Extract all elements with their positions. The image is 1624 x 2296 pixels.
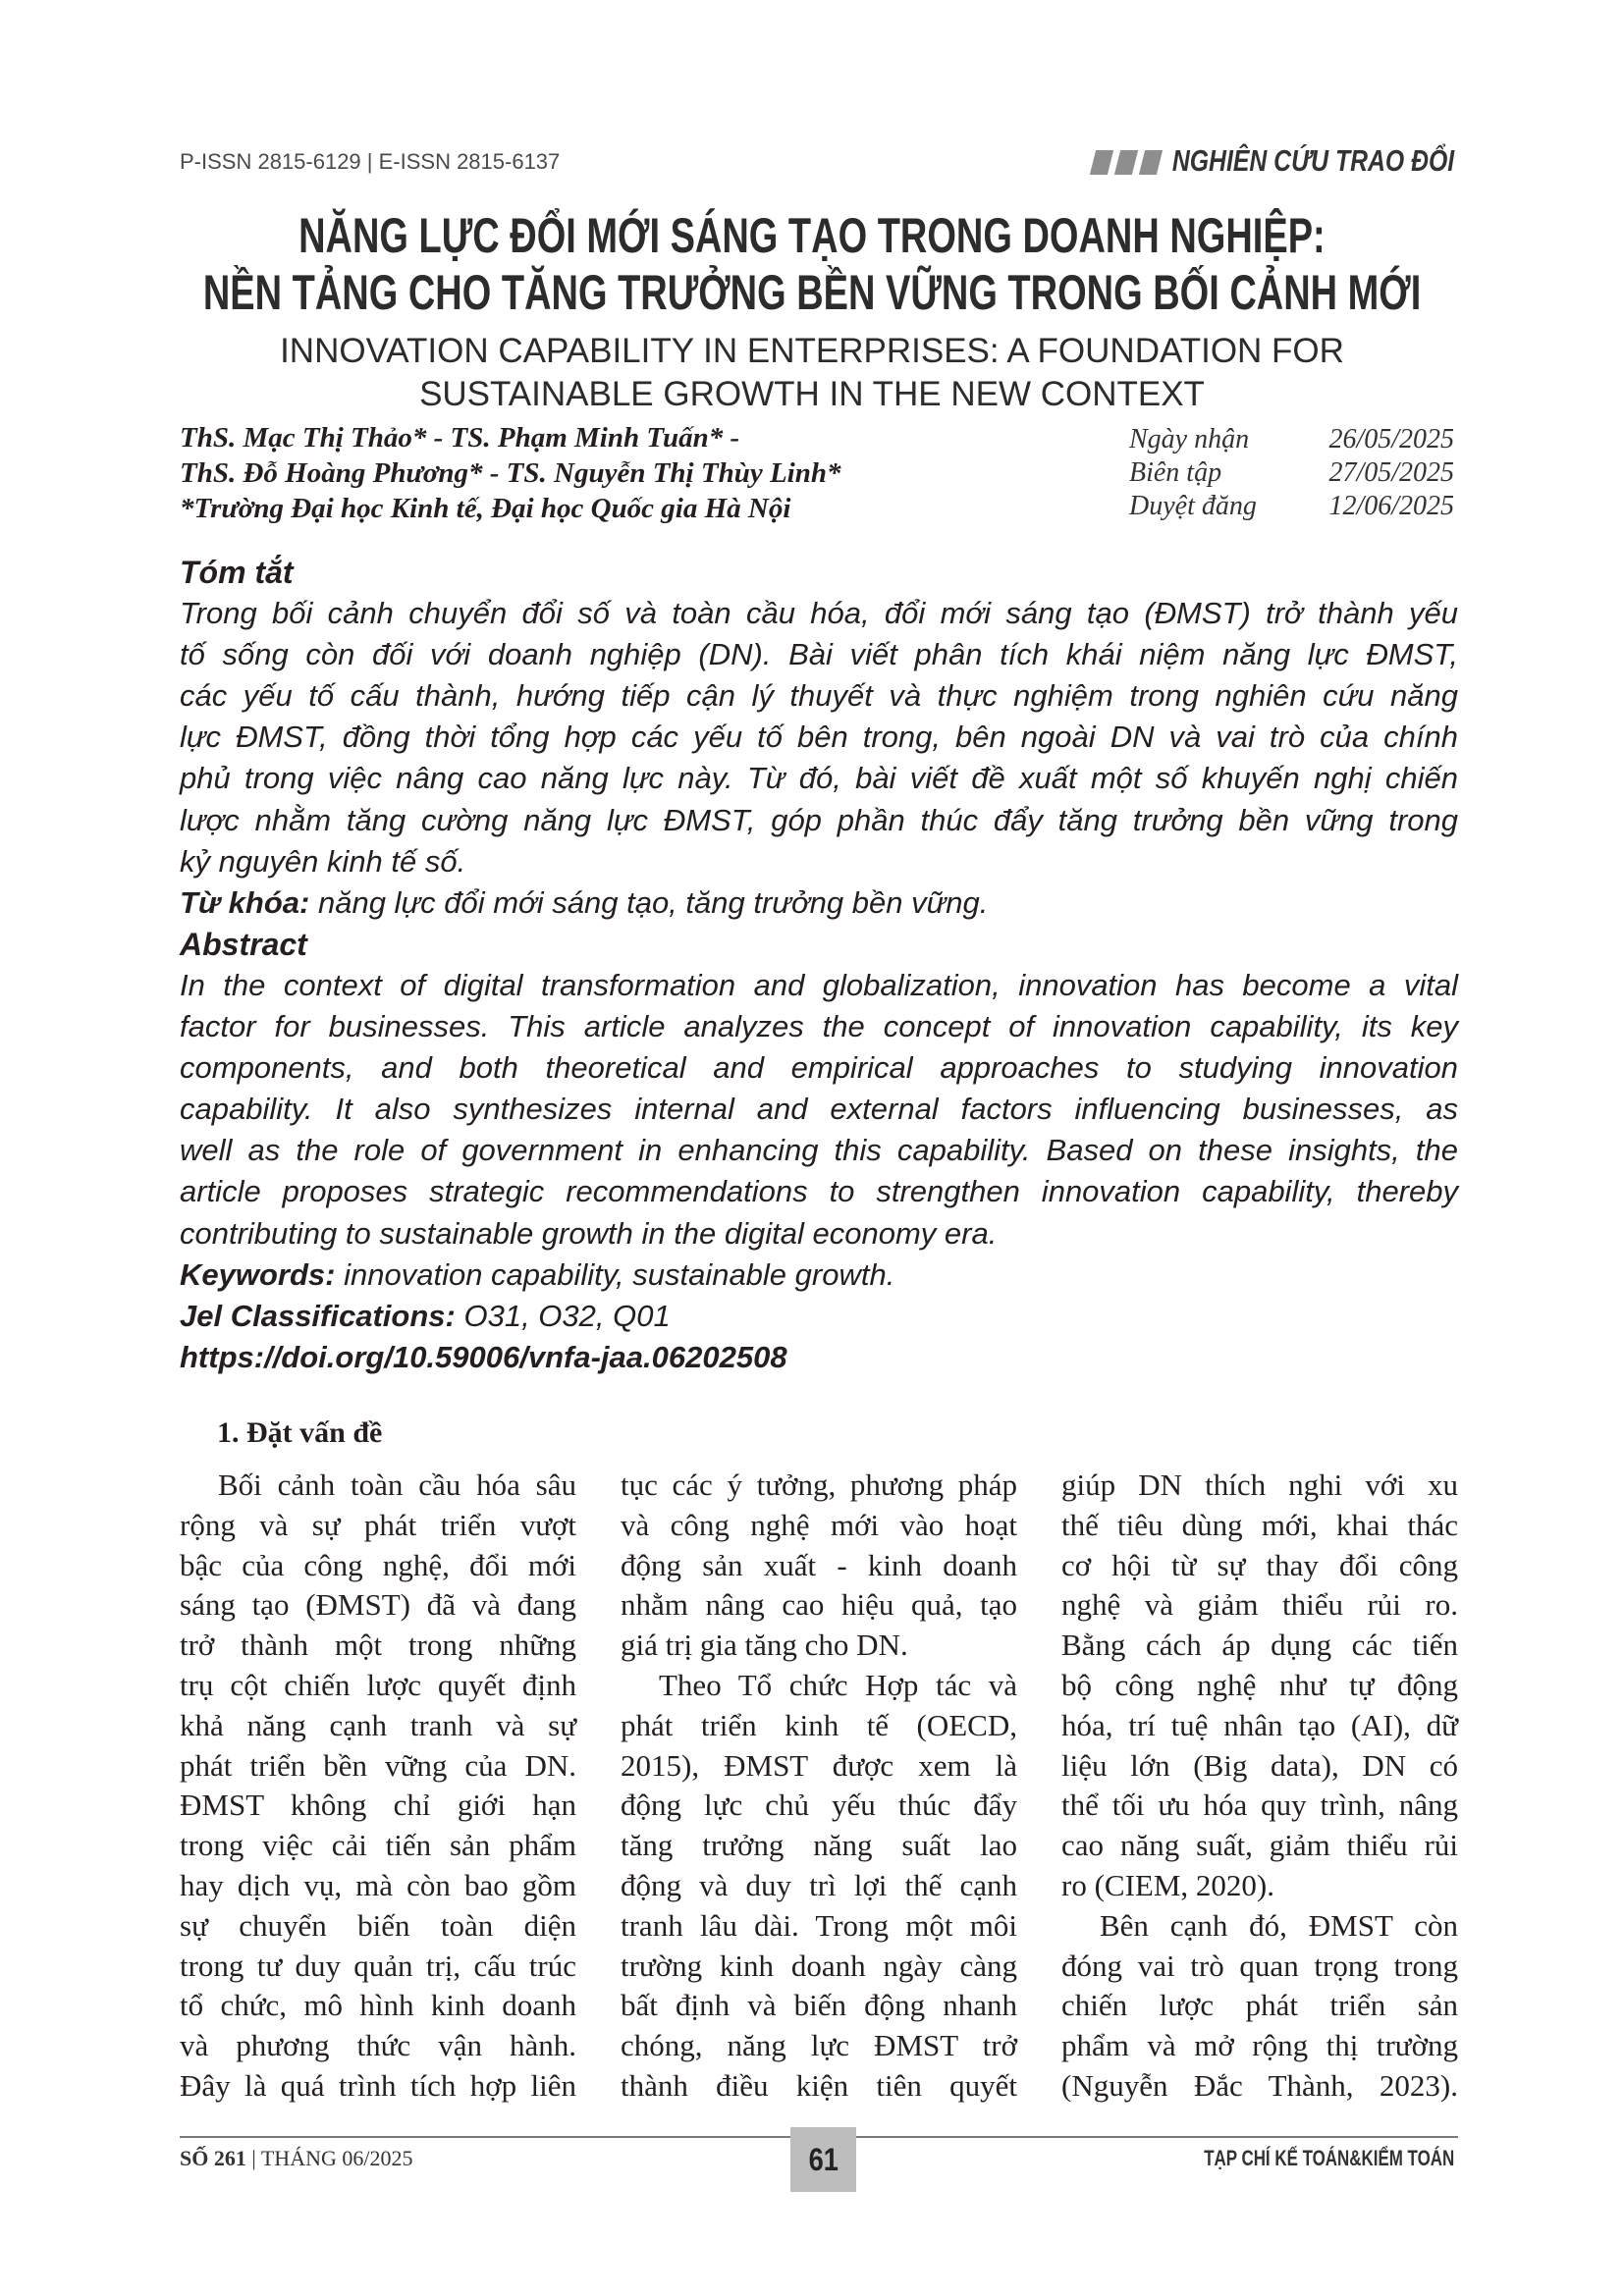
title-vi-text: NỀN TẢNG CHO TĂNG TRƯỞNG BỀN VỮNG TRONG BỐI CẢNH MỚI: [202, 265, 1422, 320]
title-en-line: INNOVATION CAPABILITY IN ENTERPRISES: A FOUNDATION FOR: [280, 332, 1344, 370]
authors-block: [180, 422, 840, 528]
body-text-line: Bên cạnh đó, ĐMST còn: [1100, 1907, 1458, 1943]
body-text-line: cơ hội từ sự thay đổi công: [1061, 1547, 1458, 1582]
body-text-line: trở thành một trong những: [180, 1628, 576, 1663]
abstract-block: [180, 552, 1458, 1378]
abstract-vi-line: Trong bối cảnh chuyển đổi số và toàn cầu hóa, đổi mới sáng tạo (ĐMST) trở thành yếu: [180, 596, 1458, 631]
body-text-line: chóng, năng lực ĐMST trở: [621, 2028, 1017, 2063]
jel-classifications: [180, 1296, 1458, 1337]
issue-number: SỐ 261: [180, 2146, 246, 2170]
title-en-line: SUSTAINABLE GROWTH IN THE NEW CONTEXT: [419, 375, 1205, 413]
body-text-line: sáng tạo (ĐMST) đã và đang: [180, 1587, 576, 1623]
date-row-edited: [1129, 456, 1454, 490]
title-vi-text: NĂNG LỰC ĐỔI MỚI SÁNG TẠO TRONG DOANH NGHIỆP:: [298, 208, 1326, 263]
section-heading: 1. Đặt vấn đề: [217, 1416, 383, 1449]
body-text-line: nhằm nâng cao hiệu quả, tạo: [621, 1587, 1017, 1623]
date-value: 27/05/2025: [1328, 457, 1454, 488]
abstract-en-line: In the context of digital transformation and globalization, innovation has become a vital: [180, 967, 1458, 1002]
body-text-line: Bối cảnh toàn cầu hóa sâu: [218, 1468, 576, 1502]
section-marker-bars: [1093, 150, 1160, 175]
date-row-received: [1129, 423, 1454, 456]
footer-issue-info: [180, 2146, 412, 2171]
date-value: 26/05/2025: [1328, 424, 1454, 454]
title-english: [0, 330, 1624, 416]
body-text-line: trong việc cải tiến sản phẩm: [180, 1828, 576, 1863]
keywords-vi-value: năng lực đổi mới sáng tạo, tăng trưởng bền vững.: [317, 884, 989, 920]
date-value: 12/06/2025: [1328, 491, 1454, 521]
body-text-line: giá trị gia tăng cho DN.: [621, 1628, 908, 1663]
abstract-en-line: capability. It also synthesizes internal and external factors influencing businesses, as: [180, 1092, 1458, 1127]
author-line: ThS. Đỗ Hoàng Phương* - TS. Nguyễn Thị Thùy Linh*: [180, 457, 841, 489]
body-text-line: tổ chức, mô hình kinh doanh: [180, 1988, 576, 2023]
abstract-en-heading: Abstract: [180, 926, 307, 962]
journal-name: TẠP CHÍ KẾ TOÁN&KIỂM TOÁN: [1203, 2146, 1454, 2170]
body-text-line: bất định và biến động nhanh: [621, 1988, 1017, 2023]
body-text-line: phẩm và mở rộng thị trường: [1061, 2028, 1458, 2063]
body-text-line: chiến lược phát triển sản: [1061, 1988, 1458, 2023]
body-text-line: động lực chủ yếu thúc đẩy: [621, 1788, 1017, 1823]
body-text-line: (Nguyễn Đắc Thành, 2023).: [1061, 2067, 1458, 2103]
affiliation-line: *Trường Đại học Kinh tế, Đại học Quốc gia Hà Nội: [180, 493, 791, 524]
body-column-1: [180, 1466, 576, 2107]
body-text-line: hay dịch vụ, mà còn bao gồm: [180, 1867, 576, 1902]
body-text-line: khả năng cạnh tranh và sự: [180, 1707, 576, 1742]
abstract-en-line: factor for businesses. This article analyzes the concept of innovation capability, its key: [180, 1009, 1458, 1044]
page-number: 61: [808, 2141, 839, 2177]
jel-value: O31, O32, Q01: [463, 1298, 671, 1333]
section-label: NGHIÊN CỨU TRAO ĐỔI: [1171, 143, 1454, 178]
body-text-line: và công nghệ mới vào hoạt: [621, 1507, 1017, 1542]
title-vi-line: [0, 264, 1624, 321]
abstract-en-line: article proposes strategic recommendations to strengthen innovation capability, thereby: [180, 1174, 1458, 1209]
author-line: ThS. Mạc Thị Thảo* - TS. Phạm Minh Tuấn* -: [180, 422, 740, 454]
body-text-line: trong tư duy quản trị, cấu trúc: [180, 1948, 576, 1983]
body-column-2: [621, 1466, 1017, 2107]
body-text-line: cao năng suất, giảm thiểu rủi: [1061, 1828, 1458, 1863]
issn-header: P-ISSN 2815-6129 | E-ISSN 2815-6137: [180, 149, 561, 174]
body-text-line: sự chuyển biến toàn diện: [180, 1907, 576, 1943]
page-number-box: [790, 2127, 856, 2192]
body-text-line: đóng vai trò quan trọng trong: [1061, 1948, 1458, 1983]
body-text-line: nghệ và giảm thiểu rủi ro.: [1061, 1587, 1458, 1623]
date-label: Duyệt đăng: [1129, 491, 1257, 521]
section-marker-bar: [1139, 150, 1163, 175]
abstract-vi-heading: Tóm tắt: [180, 555, 294, 590]
body-text-line: thành điều kiện tiên quyết: [621, 2067, 1017, 2103]
body-text-line: tranh lâu dài. Trong một môi: [621, 1907, 1017, 1943]
body-text-line: Đây là quá trình tích hợp liên: [180, 2067, 576, 2103]
abstract-vi-line: lực ĐMST, đồng thời tổng hợp các yếu tố bên trong, bên ngoài DN và vai trò của chính: [180, 720, 1458, 755]
issue-date: | THÁNG 06/2025: [251, 2146, 413, 2170]
body-text-line: bộ công nghệ như tự động: [1061, 1667, 1458, 1702]
abstract-vi-line: kỷ nguyên kinh tế số.: [180, 843, 466, 879]
body-text-line: và phương thức vận hành.: [180, 2028, 576, 2063]
date-label: Ngày nhận: [1129, 424, 1250, 454]
body-text-line: rộng và sự phát triển vượt: [180, 1507, 576, 1542]
keywords-en: [180, 1255, 1458, 1296]
section-marker-bar: [1090, 150, 1113, 175]
keywords-en-label: Keywords:: [180, 1256, 336, 1292]
abstract-vi-line: lược nhằm tăng cường năng lực ĐMST, góp phần thúc đẩy tăng trưởng bền vững trong: [180, 802, 1458, 837]
submission-dates: [1129, 423, 1454, 523]
body-text-line: trường kinh doanh ngày càng: [621, 1948, 1017, 1983]
section-marker-bar: [1114, 150, 1138, 175]
body-text-line: ro (CIEM, 2020).: [1061, 1867, 1274, 1902]
body-text-line: hóa, trí tuệ nhân tạo (AI), dữ: [1061, 1707, 1458, 1742]
abstract-vi-text: [180, 593, 1458, 882]
keywords-vi-label: Từ khóa:: [180, 884, 310, 920]
body-text-line: thể tối ưu hóa quy trình, nâng: [1061, 1788, 1458, 1823]
abstract-en-line: contributing to sustainable growth in the digital economy era.: [180, 1215, 998, 1251]
body-text-line: Theo Tổ chức Hợp tác và: [659, 1667, 1017, 1702]
body-text-line: ĐMST không chỉ giới hạn: [180, 1788, 576, 1823]
body-text-line: 2015), ĐMST được xem là: [621, 1747, 1017, 1783]
title-vi-line: [0, 207, 1624, 264]
body-text-line: trụ cột chiến lược quyết định: [180, 1667, 576, 1702]
abstract-vi-line: các yếu tố cấu thành, hướng tiếp cận lý thuyết và thực nghiệm trong nghiên cứu năng: [180, 678, 1458, 714]
body-text-line: phát triển kinh tế (OECD,: [621, 1707, 1017, 1742]
abstract-en-text: [180, 965, 1458, 1255]
body-text-line: liệu lớn (Big data), DN có: [1061, 1747, 1458, 1783]
date-row-accepted: [1129, 490, 1454, 523]
body-column-3: [1061, 1466, 1458, 2107]
doi-line: [180, 1337, 1458, 1378]
abstract-vi-line: phủ trong việc nâng cao năng lực này. Từ đó, bài viết đề xuất một số khuyến nghị chiến: [180, 761, 1458, 796]
title-vietnamese: [0, 207, 1624, 321]
keywords-vi: [180, 882, 1458, 924]
body-text-line: tục các ý tưởng, phương pháp: [621, 1468, 1017, 1502]
body-text-line: thế tiêu dùng mới, khai thác: [1061, 1507, 1458, 1542]
abstract-en-line: components, and both theoretical and empirical approaches to studying innovation: [180, 1050, 1458, 1086]
body-text-line: động và duy trì lợi thế cạnh: [621, 1867, 1017, 1902]
body-text-line: tăng trưởng năng suất lao: [621, 1828, 1017, 1863]
doi-link[interactable]: https://doi.org/10.59006/vnfa-jaa.06202508: [180, 1339, 787, 1374]
body-text-line: phát triển bền vững của DN.: [180, 1747, 576, 1783]
abstract-vi-line: tố sống còn đối với doanh nghiệp (DN). Bài viết phân tích khái niệm năng lực ĐMST,: [180, 637, 1458, 672]
date-label: Biên tập: [1129, 457, 1222, 488]
body-text-line: động sản xuất - kinh doanh: [621, 1547, 1017, 1582]
body-text-line: bậc của công nghệ, đổi mới: [180, 1547, 576, 1582]
keywords-en-value: innovation capability, sustainable growth.: [344, 1256, 895, 1292]
abstract-en-line: well as the role of government in enhancing this capability. Based on these insights, the: [180, 1133, 1458, 1168]
body-text-line: giúp DN thích nghi với xu: [1061, 1468, 1458, 1502]
jel-label: Jel Classifications:: [180, 1298, 456, 1333]
body-text-line: Bằng cách áp dụng các tiến: [1061, 1628, 1458, 1663]
